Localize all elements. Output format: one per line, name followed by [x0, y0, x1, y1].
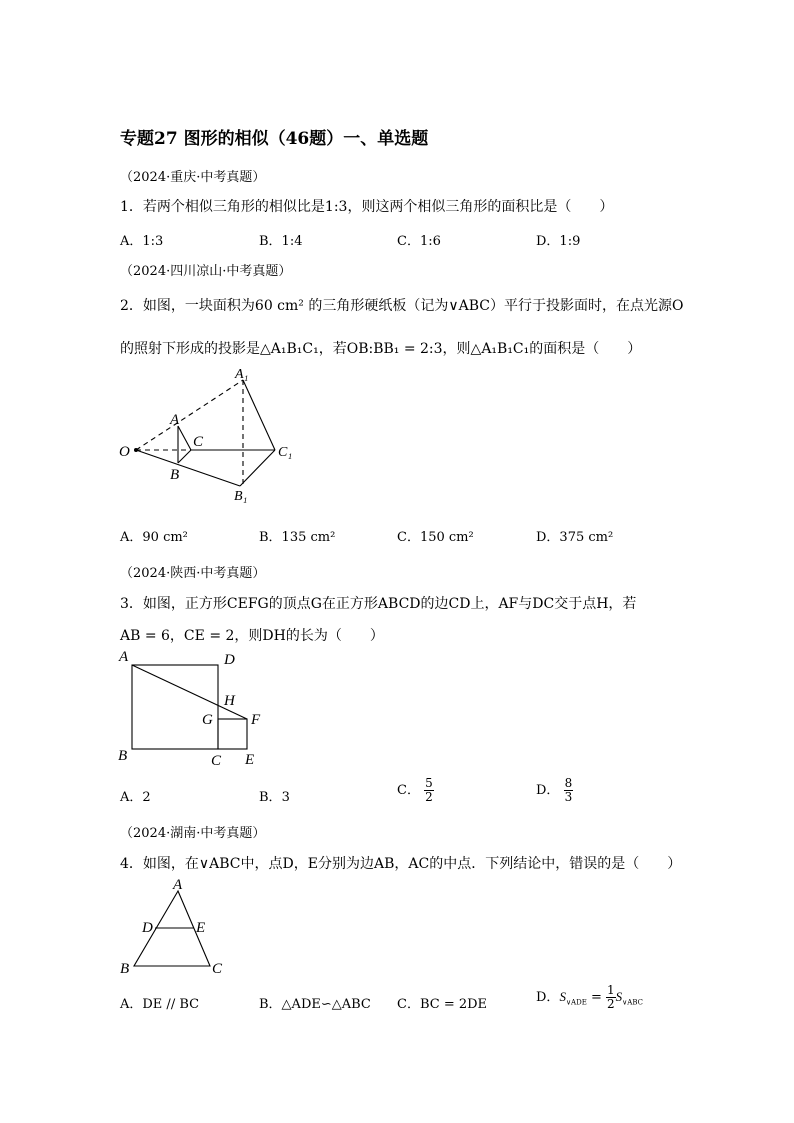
label-b: B [170, 467, 180, 483]
q3-option-d: D． $\frac{8}{3}$ [536, 776, 573, 804]
ray-o-b1 [136, 450, 240, 486]
label-b: B [120, 961, 130, 977]
ray-o-a1 [136, 380, 243, 450]
label-c: C [212, 961, 223, 977]
fraction: $\frac{5}{2}$ [425, 776, 433, 804]
square-abcd [132, 665, 218, 749]
q1-stem: 1．若两个相似三角形的相似比是1:3，则这两个相似三角形的面积比是（ ） [120, 199, 614, 215]
label-g: G [202, 712, 213, 728]
label-c1: C₁ [278, 445, 293, 460]
square-cefg [218, 719, 247, 749]
label-c: C [211, 753, 222, 769]
q2-source: （2024·四川凉山·中考真题） [120, 264, 292, 279]
page-title: 专题27 图形的相似（46题）一、单选题 [120, 129, 429, 149]
q3-option-b: B．3 [259, 790, 290, 805]
point-o [134, 448, 138, 452]
label-d: D [142, 920, 153, 936]
q4-stem: 4．如图，在∨ABC中，点D，E分别为边AB，AC的中点．下列结论中，错误的是（ ） [120, 856, 682, 872]
label-b: B [118, 748, 128, 764]
q3-squares-figure [112, 648, 272, 773]
fraction: $\frac{8}{3}$ [564, 776, 573, 804]
label-b1: B₁ [234, 489, 248, 504]
q4-option-a: A．DE // BC [120, 997, 200, 1012]
label-a: A [173, 877, 183, 893]
q3-source: （2024·陕西·中考真题） [120, 566, 266, 581]
q3-stem-line1: 3．如图，正方形CEFG的顶点G在正方形ABCD的边CD上，AF与DC交于点H，若 [120, 596, 637, 612]
q4-option-c: C．BC = 2DE [397, 997, 488, 1012]
edge-ac [178, 426, 191, 450]
q4-source: （2024·湖南·中考真题） [120, 826, 266, 841]
q4-triangle-figure [112, 875, 242, 980]
q4-option-d: D．$S_{\vee ADE}$ = $\frac{1}{2}$ $S_{\vee ABC}$ [536, 983, 643, 1011]
segment-af [132, 665, 247, 719]
label-e: E [245, 752, 255, 768]
q2-option-b: B．135 cm² [259, 530, 336, 545]
edge-bc [178, 450, 191, 463]
label-d: D [224, 652, 235, 668]
q1-option-d: D．1:9 [536, 234, 581, 249]
q2-stem-line1: 2．如图，一块面积为60 cm² 的三角形硬纸板（记为∨ABC）平行于投影面时，在点光源O [120, 298, 684, 314]
label-a1: A₁ [235, 368, 249, 382]
label-o: O [119, 444, 130, 460]
q2-option-a: A．90 cm² [120, 530, 188, 545]
label-e: E [196, 920, 206, 936]
q3-option-a: A．2 [120, 790, 151, 805]
q4-option-b: B．△ADE∽△ABC [259, 997, 371, 1012]
q2-projection-figure [110, 368, 310, 508]
label-a: A [170, 412, 180, 428]
q1-option-a: A．1:3 [120, 234, 164, 249]
edge-a1c1 [243, 380, 275, 450]
label-c: C [193, 434, 204, 450]
q1-option-c: C．1:6 [397, 234, 441, 249]
fraction: $\frac{1}{2}$ [607, 983, 615, 1011]
label-f: F [251, 712, 261, 728]
q3-option-c: C． $\frac{5}{2}$ [397, 776, 433, 804]
q2-stem-line2: 的照射下形成的投影是△A₁B₁C₁，若OB:BB₁ = 2:3，则△A₁B₁C₁的面积是（ ） [120, 341, 642, 357]
q2-option-c: C．150 cm² [397, 530, 474, 545]
q1-source: （2024·重庆·中考真题） [120, 170, 266, 185]
label-a: A [119, 649, 129, 665]
q2-option-d: D．375 cm² [536, 530, 614, 545]
label-h: H [224, 693, 235, 709]
q1-option-b: B．1:4 [259, 234, 303, 249]
q3-stem-line2: AB = 6，CE = 2，则DH的长为（ ） [120, 628, 384, 644]
edge-b1c1 [240, 450, 275, 486]
